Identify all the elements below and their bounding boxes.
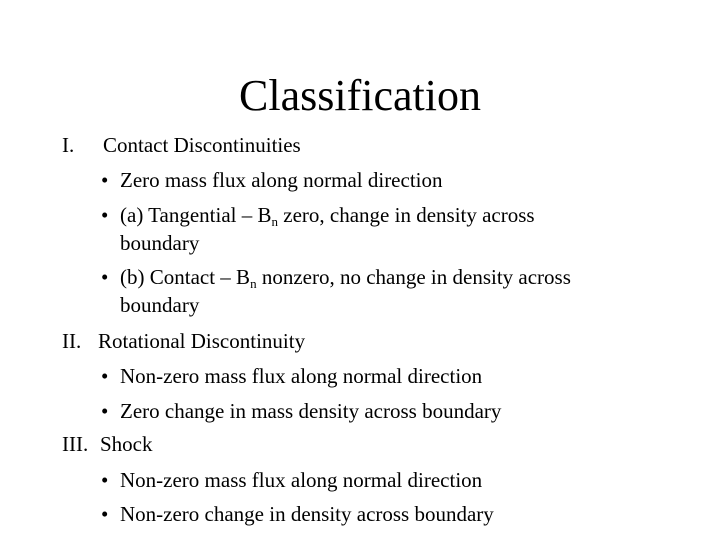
bullet-text: Zero change in mass density across boundary: [120, 399, 502, 423]
bullet-icon: •: [101, 203, 109, 227]
section-numeral: II.: [62, 329, 82, 353]
bullet-icon: •: [101, 502, 109, 526]
section-title: Rotational Discontinuity: [98, 329, 306, 353]
bullet-text: Non-zero mass flux along normal direction: [120, 468, 483, 492]
bullet-icon: •: [101, 168, 109, 192]
section-numeral: I.: [62, 133, 75, 157]
bullet-icon: •: [101, 265, 109, 289]
section-title: Shock: [100, 432, 153, 456]
bullet-text: Zero mass flux along normal direction: [120, 168, 443, 192]
bullet-text: Non-zero change in density across boundary: [120, 502, 494, 526]
slide-body: I. Contact Discontinuities • Zero mass flux along normal direction • (a) Tangential – $B_n$ zero, change in density across boundary • (b) Contact – $B_n$ nonzero, no change in density across boundary II. Rotational Discontinuity • Non-zero mass flux along normal direction • Zero change in mass density across boundary III. Shock • Non-zero mass flux along normal direction • Non-zero change in density across boundary: [62, 133, 571, 526]
bullet-text: Non-zero mass flux along normal direction: [120, 364, 483, 388]
slide-title: Classification: [239, 71, 481, 120]
bullet-text: (a) Tangential – $B_n$ zero, change in density across: [120, 203, 535, 229]
bullet-icon: •: [101, 468, 109, 492]
bullet-icon: •: [101, 364, 109, 388]
section-numeral: III.: [62, 432, 89, 456]
bullet-icon: •: [101, 399, 109, 423]
section-title: Contact Discontinuities: [103, 133, 301, 157]
bullet-text: (b) Contact – $B_n$ nonzero, no change in density across: [120, 265, 571, 291]
